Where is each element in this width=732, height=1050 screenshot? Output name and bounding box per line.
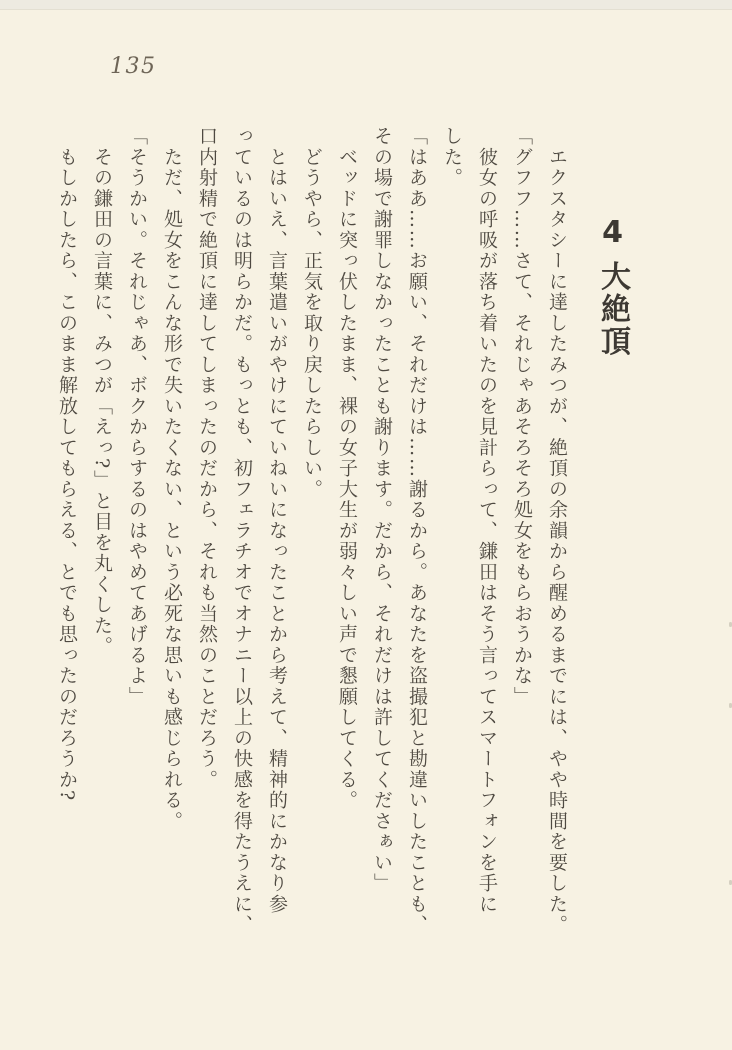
text-line: ただ、処女をこんな形で失いたくない、という必死な思いも感じられる。 [161,126,183,832]
text-line: その場で謝罪しなかったことも謝ります。だから、それだけは許してくださぁい」 [371,126,393,894]
text-line: とはいえ、言葉遣いがやけにていねいになったことから考えて、精神的にかなり参 [266,126,288,915]
text-line: した。 [441,126,463,189]
page-text [49,126,630,938]
text-line: っているのは明らかだ。もっとも、初フェラチオでオナニー以上の快感を得たうえに、 [231,126,253,936]
text-line: 「そうかい。それじゃあ、ボクからするのはやめてあげるよ」 [126,126,148,707]
text-line: 彼女の呼吸が落ち着いたのを見計らって、鎌田はそう言ってスマートフォンを手に [476,126,498,915]
chapter-heading [594,126,630,938]
text-line: その鎌田の言葉に、みつが「えっ?」と目を丸くした。 [91,126,113,657]
text-line: ベッドに突っ伏したまま、裸の女子大生が弱々しい声で懇願してくる。 [336,126,358,811]
text-line: もしかしたら、このまま解放してもらえる、とでも思ったのだろうか? [56,126,78,802]
text-line: 「グフフ……さて、それじゃあそろそろ処女をもらおうかな」 [511,126,533,707]
text-line: 「はああ……お願い、それだけは……謝るから。あなたを盗撮犯と勘違いしたことも、 [406,126,428,936]
scan-edge-top [0,0,732,10]
text-line: エクスタシーに達したみつが、絶頂の余韻から醒めるまでには、やや時間を要した。 [546,126,568,936]
text-line: どうやら、正気を取り戻したらしい。 [301,126,323,500]
chapter-number: 4 [595,215,630,253]
chapter-title: 大絶頂 [595,260,630,358]
page-number: 135 [110,54,157,79]
text-line: 口内射精で絶頂に達してしまったのだから、それも当然のことだろう。 [196,126,218,790]
